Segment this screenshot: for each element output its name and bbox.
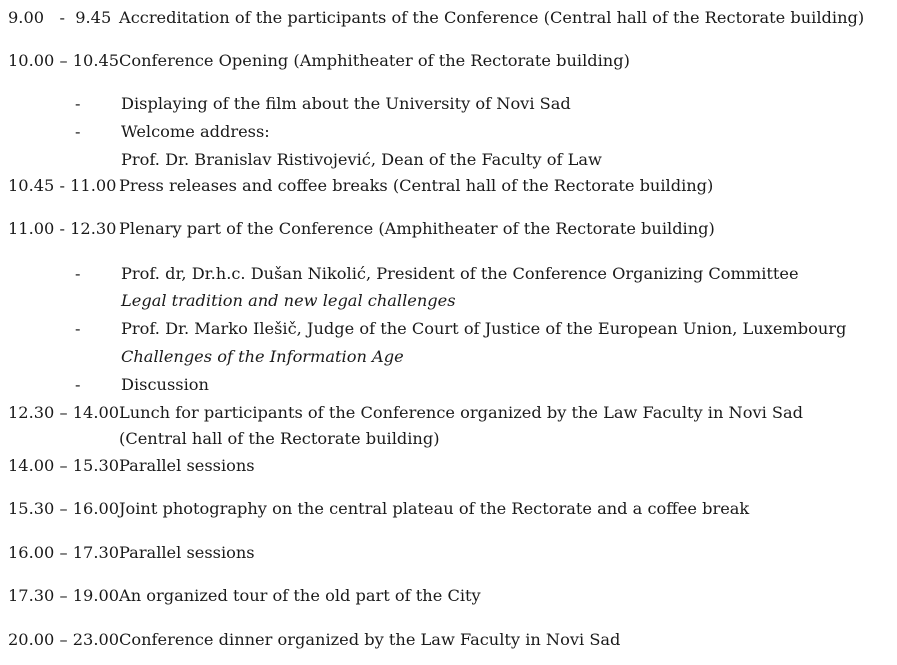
- time-slot: 10.00 – 10.45: [8, 51, 120, 70]
- time-slot: 11.00 - 12.30: [8, 219, 117, 238]
- list-bullet: -: [75, 264, 81, 283]
- list-item: Prof. dr, Dr.h.c. Dušan Nikolić, President of the Conference Organizing Committee: [121, 264, 799, 283]
- time-slot: 15.30 – 16.00: [8, 499, 120, 518]
- event-text: Plenary part of the Conference (Amphitheater of the Rectorate building): [119, 219, 715, 238]
- list-item: Welcome address:: [121, 122, 270, 141]
- event-text: Conference Opening (Amphitheater of the Rectorate building): [119, 51, 630, 70]
- list-item-detail: Prof. Dr. Branislav Ristivojević, Dean of the Faculty of Law: [121, 150, 602, 169]
- time-slot: 16.00 – 17.30: [8, 543, 120, 562]
- event-text: Accreditation of the participants of the Conference (Central hall of the Rectorate building): [119, 8, 865, 27]
- list-bullet: -: [75, 375, 81, 394]
- list-bullet: -: [75, 319, 81, 338]
- event-text: An organized tour of the old part of the City: [119, 586, 481, 605]
- talk-title: Legal tradition and new legal challenges: [121, 291, 456, 310]
- time-slot: 12.30 – 14.00: [8, 403, 120, 422]
- event-text: Parallel sessions: [119, 456, 255, 475]
- time-slot: 10.45 - 11.00: [8, 176, 117, 195]
- talk-title: Challenges of the Information Age: [121, 347, 404, 366]
- event-text: Lunch for participants of the Conference organized by the Law Faculty in Novi Sad: [119, 403, 804, 422]
- time-slot: 9.00 - 9.45: [8, 8, 112, 27]
- time-slot: 20.00 – 23.00: [8, 630, 120, 649]
- list-item: Displaying of the film about the University of Novi Sad: [121, 94, 571, 113]
- time-slot: 14.00 – 15.30: [8, 456, 120, 475]
- list-item: Prof. Dr. Marko Ilešič, Judge of the Court of Justice of the European Union, Luxembourg: [121, 319, 847, 338]
- event-text: Joint photography on the central plateau of the Rectorate and a coffee break: [119, 499, 750, 518]
- list-item: Discussion: [121, 375, 209, 394]
- event-text: Press releases and coffee breaks (Central hall of the Rectorate building): [119, 176, 714, 195]
- list-bullet: -: [75, 122, 81, 141]
- event-text: Conference dinner organized by the Law Faculty in Novi Sad: [119, 630, 621, 649]
- event-text-continuation: (Central hall of the Rectorate building): [119, 429, 440, 448]
- event-text: Parallel sessions: [119, 543, 255, 562]
- time-slot: 17.30 – 19.00: [8, 586, 120, 605]
- list-bullet: -: [75, 94, 81, 113]
